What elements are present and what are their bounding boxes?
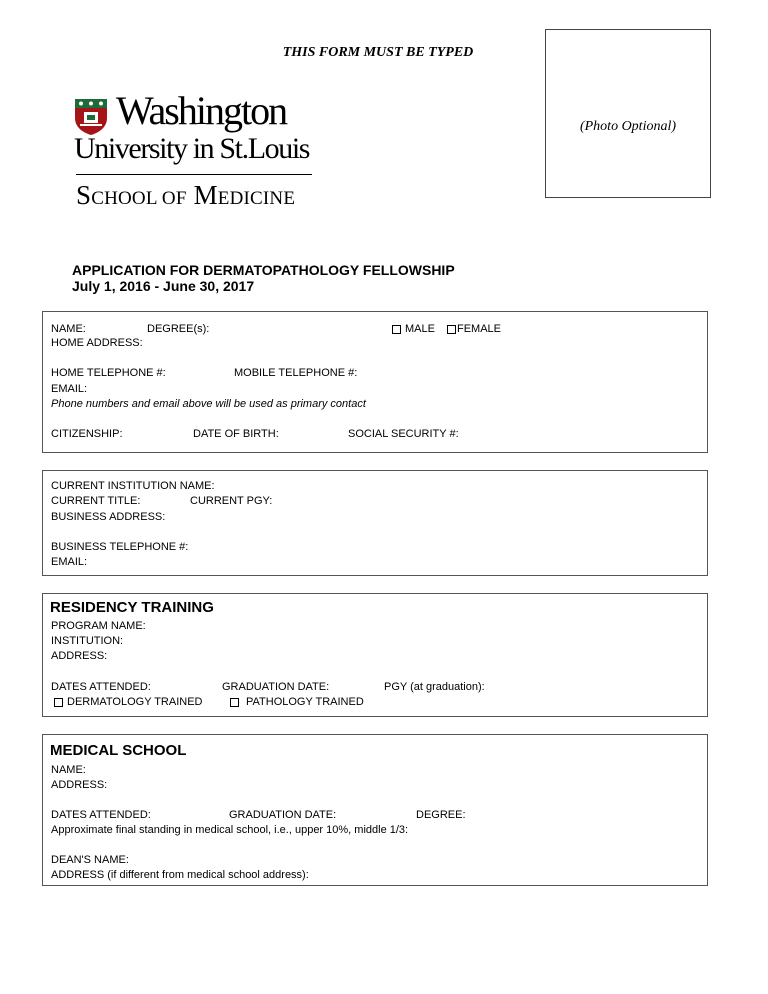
personal-info-section xyxy=(42,311,708,453)
photo-label: (Photo Optional) xyxy=(579,119,677,134)
business-phone-label: BUSINESS TELEPHONE #: xyxy=(51,541,189,553)
med-school-address-label: ADDRESS: xyxy=(51,779,108,791)
email-label: EMAIL: xyxy=(51,383,88,395)
med-school-graduation-label: GRADUATION DATE: xyxy=(229,809,337,821)
degrees-label: DEGREE(s): xyxy=(147,323,210,335)
name-label: NAME: xyxy=(51,323,86,335)
dean-name-label: DEAN'S NAME: xyxy=(51,854,129,866)
fellowship-dates: July 1, 2016 - June 30, 2017 xyxy=(72,278,255,294)
final-standing-label: Approximate final standing in medical school, i.e., upper 10%, middle 1/3: xyxy=(51,824,409,836)
female-checkbox[interactable] xyxy=(447,325,456,334)
med-school-name-label: NAME: xyxy=(51,764,86,776)
medical-school-heading: MEDICAL SCHOOL xyxy=(50,742,187,759)
current-position-section xyxy=(42,470,708,576)
university-logo xyxy=(72,88,322,212)
residency-dates-label: DATES ATTENDED: xyxy=(51,681,151,693)
male-checkbox[interactable] xyxy=(392,325,401,334)
dermatology-trained-label: DERMATOLOGY TRAINED xyxy=(67,696,203,708)
pgy-graduation-label: PGY (at graduation): xyxy=(384,681,485,693)
current-pgy-label: CURRENT PGY: xyxy=(190,495,273,507)
program-name-label: PROGRAM NAME: xyxy=(51,620,146,632)
current-institution-label: CURRENT INSTITUTION NAME: xyxy=(51,480,215,492)
citizenship-label: CITIZENSHIP: xyxy=(51,428,123,440)
business-email-label: EMAIL: xyxy=(51,556,88,568)
logo-school-of-medicine: SCHOOL OF MEDICINE xyxy=(76,180,296,210)
pathology-trained-label: PATHOLOGY TRAINED xyxy=(246,696,364,708)
med-school-dates-label: DATES ATTENDED: xyxy=(51,809,151,821)
photo-placeholder[interactable] xyxy=(545,29,711,198)
contact-note: Phone numbers and email above will be used as primary contact xyxy=(51,398,366,410)
residency-heading: RESIDENCY TRAINING xyxy=(50,599,214,616)
dermatology-trained-checkbox[interactable] xyxy=(54,698,63,707)
male-label: MALE xyxy=(405,323,435,335)
current-title-label: CURRENT TITLE: xyxy=(51,495,141,507)
dean-address-label: ADDRESS (if different from medical school address): xyxy=(51,869,309,881)
home-address-label: HOME ADDRESS: xyxy=(51,337,143,349)
dob-label: DATE OF BIRTH: xyxy=(193,428,279,440)
form-notice: THIS FORM MUST BE TYPED xyxy=(282,45,474,60)
residency-institution-label: INSTITUTION: xyxy=(51,635,124,647)
medical-school-section xyxy=(42,734,708,886)
female-label: FEMALE xyxy=(457,323,502,335)
residency-graduation-label: GRADUATION DATE: xyxy=(222,681,330,693)
residency-section xyxy=(42,593,708,717)
logo-divider xyxy=(76,174,312,175)
business-address-label: BUSINESS ADDRESS: xyxy=(51,511,166,523)
application-title: APPLICATION FOR DERMATOPATHOLOGY FELLOWSHIP xyxy=(72,262,455,278)
mobile-phone-label: MOBILE TELEPHONE #: xyxy=(234,367,358,379)
pathology-trained-checkbox[interactable] xyxy=(230,698,239,707)
med-school-degree-label: DEGREE: xyxy=(416,809,466,821)
logo-washington: Washington xyxy=(116,88,287,133)
ssn-label: SOCIAL SECURITY #: xyxy=(348,428,459,440)
crest-icon xyxy=(74,98,108,136)
logo-university: University in St.Louis xyxy=(74,132,310,165)
home-phone-label: HOME TELEPHONE #: xyxy=(51,367,166,379)
residency-address-label: ADDRESS: xyxy=(51,650,108,662)
